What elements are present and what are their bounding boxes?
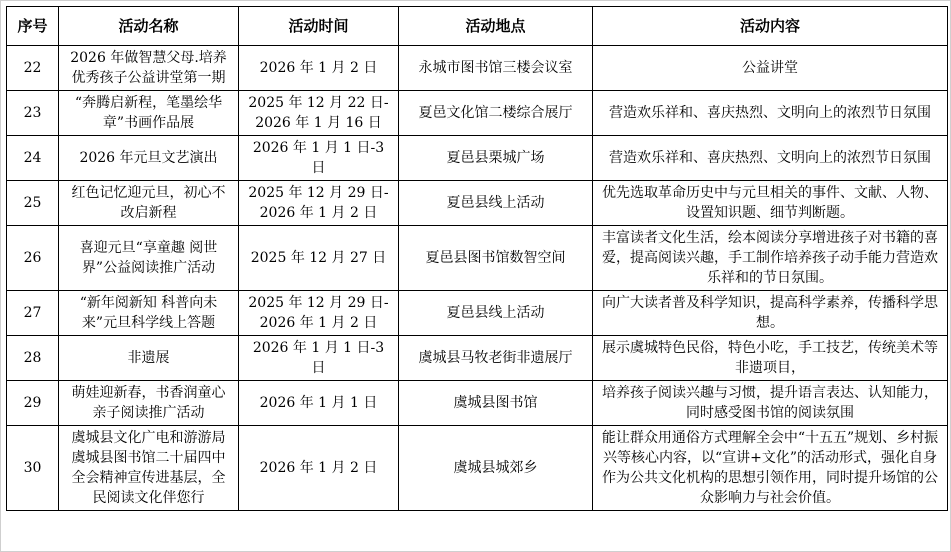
activity-time-cell: 2025 年 12 月 22 日-2026 年 1 月 16 日	[239, 91, 399, 136]
activity-content-cell: 营造欢乐祥和、喜庆热烈、文明向上的浓烈节日氛围	[593, 136, 948, 181]
activity-content-cell: 公益讲堂	[593, 46, 948, 91]
table-row	[7, 426, 948, 511]
col-header-name: 活动名称	[59, 7, 239, 46]
row-number-cell: 27	[7, 291, 59, 336]
row-number-cell: 23	[7, 91, 59, 136]
row-number-cell: 30	[7, 426, 59, 511]
activity-time-cell: 2025 年 12 月 29 日-2026 年 1 月 2 日	[239, 181, 399, 226]
activity-name-cell: “奔腾启新程，笔墨绘华章”书画作品展	[59, 91, 239, 136]
activity-time-cell: 2026 年 1 月 2 日	[239, 46, 399, 91]
activity-place-cell: 夏邑县栗城广场	[399, 136, 593, 181]
table-row	[7, 291, 948, 336]
activity-content-cell: 向广大读者普及科学知识，提高科学素养，传播科学思想。	[593, 291, 948, 336]
activity-content-cell: 培养孩子阅读兴趣与习惯，提升语言表达、认知能力，同时感受图书馆的阅读氛围	[593, 381, 948, 426]
activity-content-cell: 能让群众用通俗方式理解全会中“十五五”规划、乡村振兴等核心内容，以“宣讲+文化”的活动形式，强化自身作为公共文化机构的思想引领作用，同时提升场馆的公众影响力与社会价值。	[593, 426, 948, 511]
table-row	[7, 46, 948, 91]
row-number-cell: 26	[7, 226, 59, 291]
activities-table	[6, 6, 948, 511]
activities-table-header	[7, 7, 948, 46]
row-number-cell: 29	[7, 381, 59, 426]
activity-time-cell: 2026 年 1 月 1 日-3 日	[239, 136, 399, 181]
row-number-cell: 25	[7, 181, 59, 226]
col-header-index: 序号	[7, 7, 59, 46]
activity-place-cell: 夏邑县图书馆数智空间	[399, 226, 593, 291]
activity-place-cell: 虞城县图书馆	[399, 381, 593, 426]
row-number-cell: 24	[7, 136, 59, 181]
table-row	[7, 226, 948, 291]
col-header-place: 活动地点	[399, 7, 593, 46]
activity-place-cell: 夏邑县线上活动	[399, 181, 593, 226]
row-number-cell: 22	[7, 46, 59, 91]
table-row	[7, 381, 948, 426]
activity-time-cell: 2025 年 12 月 27 日	[239, 226, 399, 291]
activity-name-cell: 2026 年做智慧父母.培养优秀孩子公益讲堂第一期	[59, 46, 239, 91]
activity-name-cell: “新年阅新知 科普向未来”元旦科学线上答题	[59, 291, 239, 336]
activity-place-cell: 虞城县马牧老街非遗展厅	[399, 336, 593, 381]
activity-content-cell: 优先选取革命历史中与元旦相关的事件、文献、人物、设置知识题、细节判断题。	[593, 181, 948, 226]
col-header-content: 活动内容	[593, 7, 948, 46]
activity-place-cell: 夏邑县线上活动	[399, 291, 593, 336]
activity-time-cell: 2025 年 12 月 29 日-2026 年 1 月 2 日	[239, 291, 399, 336]
activity-name-cell: 虞城县文化广电和游游局虞城县图书馆二十届四中全会精神宣传进基层，全民阅读文化伴您行	[59, 426, 239, 511]
activity-place-cell: 虞城县城郊乡	[399, 426, 593, 511]
activity-content-cell: 丰富读者文化生活，绘本阅读分享增进孩子对书籍的喜爱，提高阅读兴趣，手工制作培养孩子动手能力营造欢乐祥和的节日氛围。	[593, 226, 948, 291]
activity-content-cell: 展示虞城特色民俗，特色小吃，手工技艺，传统美术等非遗项目，	[593, 336, 948, 381]
activity-name-cell: 2026 年元旦文艺演出	[59, 136, 239, 181]
activity-name-cell: 萌娃迎新春，书香润童心亲子阅读推广活动	[59, 381, 239, 426]
activities-table-body	[7, 46, 948, 511]
table-row	[7, 181, 948, 226]
table-row	[7, 336, 948, 381]
activity-time-cell: 2026 年 1 月 1 日-3 日	[239, 336, 399, 381]
activity-place-cell: 永城市图书馆三楼会议室	[399, 46, 593, 91]
activity-time-cell: 2026 年 1 月 2 日	[239, 426, 399, 511]
header-row	[7, 7, 948, 46]
table-row	[7, 91, 948, 136]
activity-name-cell: 非遗展	[59, 336, 239, 381]
activity-place-cell: 夏邑文化馆二楼综合展厅	[399, 91, 593, 136]
activity-name-cell: 红色记忆迎元旦，初心不改启新程	[59, 181, 239, 226]
activity-name-cell: 喜迎元旦“享童趣 阅世界”公益阅读推广活动	[59, 226, 239, 291]
col-header-time: 活动时间	[239, 7, 399, 46]
table-row	[7, 136, 948, 181]
row-number-cell: 28	[7, 336, 59, 381]
activity-time-cell: 2026 年 1 月 1 日	[239, 381, 399, 426]
activity-content-cell: 营造欢乐祥和、喜庆热烈、文明向上的浓烈节日氛围	[593, 91, 948, 136]
